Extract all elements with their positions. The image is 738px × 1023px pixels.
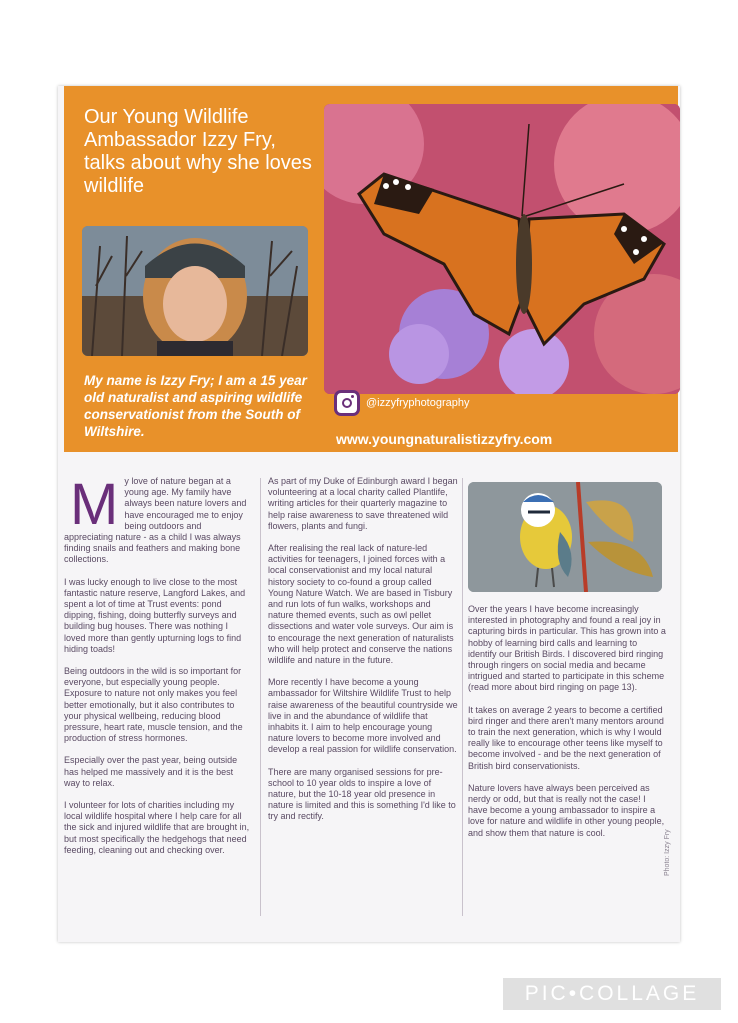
- drop-cap: M: [70, 472, 119, 537]
- photo-credit: Photo: Izzy Fry: [664, 829, 671, 876]
- article-title: Our Young Wildlife Ambassador Izzy Fry, talks about why she loves wildlife: [84, 106, 312, 197]
- column-2: [268, 476, 458, 834]
- paragraph: I was lucky enough to live close to the most fantastic nature reserve, Langford Lakes, and spent a lot of time at Trust events: pond dipping, fishing, doing butterfly surveys and building bug houses. There was nothing I loved more than gently upturning logs to find hiding toads!: [64, 576, 246, 654]
- instagram-icon: [334, 390, 360, 416]
- paragraph: After realising the real lack of nature-led activities for teenagers, I joined forces with a local conservationist and my local natural history society to co-found a group called Young Nature Watch. We are based in Tisbury and run lots of fun walks, workshops and nature themed events, such as owl pellet dissections and water vole surveys. Our aim is to encourage the next generation of naturalists who will help protect and conserve the nations wildlife and nature in the future.: [268, 543, 454, 666]
- paragraph: As part of my Duke of Edinburgh award I began volunteering at a local charity called Plantlife, writing articles for their quarterly magazine to help raise awareness to save threatened wild flowers, plants and fungi.: [268, 476, 458, 531]
- instagram-link[interactable]: [334, 388, 470, 418]
- butterfly-photo: [324, 104, 680, 394]
- instagram-handle: @izzyfryphotography: [366, 397, 470, 409]
- column-1: [64, 472, 250, 867]
- column-3-text: [468, 604, 666, 850]
- paragraph: I volunteer for lots of charities including my local wildlife hospital where I help care for all the sick and injured wildlife that are brought in, but most specifically the hedgehogs that need feeding, cleaning out and checking over.: [64, 800, 250, 855]
- header-banner: [64, 86, 678, 452]
- paragraph: There are many organised sessions for pre-school to 10 year olds to inspire a love of nature, but the 10-18 year old presence in nature is limited and this is something I'd like to try and rectify.: [268, 766, 456, 822]
- paragraph: Being outdoors in the wild is so important for everyone, but especially young people. Exposure to nature not only makes you feel better emotionally, but it also contributes to your physical wellbeing, reducing blood pressure, heart rate, muscle tension, and the production of stress hormones.: [64, 666, 243, 744]
- column-divider: [462, 478, 463, 916]
- column-divider: [260, 478, 261, 916]
- paragraph: More recently I have become a young ambassador for Wiltshire Wildlife Trust to help raise awareness of the beautiful countryside we live in and the abundance of wildlife that inhabits it. I aim to help encourage young nature lovers to become more involved and develop a real passion for wildlife conservation.: [268, 677, 458, 755]
- paragraph: Especially over the past year, being outside has helped me massively and it is the best way to relax.: [64, 755, 238, 788]
- paragraph: Over the years I have become increasingly interested in photography and found a real joy in capturing birds in particular. This has grown into a hobby of learning bird calls and learning to identify our British Birds. I discovered bird ringing through ringers on social media and became intrigued and started to participate in this scheme (read more about bird ringing on page 13).: [468, 604, 666, 693]
- paragraph: Nature lovers have always been perceived as nerdy or odd, but that is really not the case! I have become a young ambassador to inspire a love for nature and wildlife in other young people, and show them that nature is cool.: [468, 782, 665, 838]
- intro-text: My name is Izzy Fry; I am a 15 year old naturalist and aspiring wildlife conservationist from the South of Wiltshire.: [84, 373, 307, 439]
- izzy-portrait-photo: [82, 226, 308, 356]
- pic-collage-watermark: PIC•COLLAGE: [503, 978, 721, 1010]
- magazine-page: [58, 86, 680, 942]
- paragraph: y love of nature began at a young age. My family have always been nature lovers and have encouraged me to enjoy being outdoors and appreciating nature - as a child I was always finding snails and feathers and making bone collections.: [64, 476, 247, 565]
- website-link[interactable]: www.youngnaturalistizzyfry.com: [336, 431, 553, 447]
- blue-tit-photo: [468, 482, 662, 592]
- paragraph: It takes on average 2 years to become a certified bird ringer and there aren't many mentors around to train the next generation, which is why I would really like to encourage other teens like myself to become involved - and be the next generation of British bird conservationists.: [468, 704, 664, 771]
